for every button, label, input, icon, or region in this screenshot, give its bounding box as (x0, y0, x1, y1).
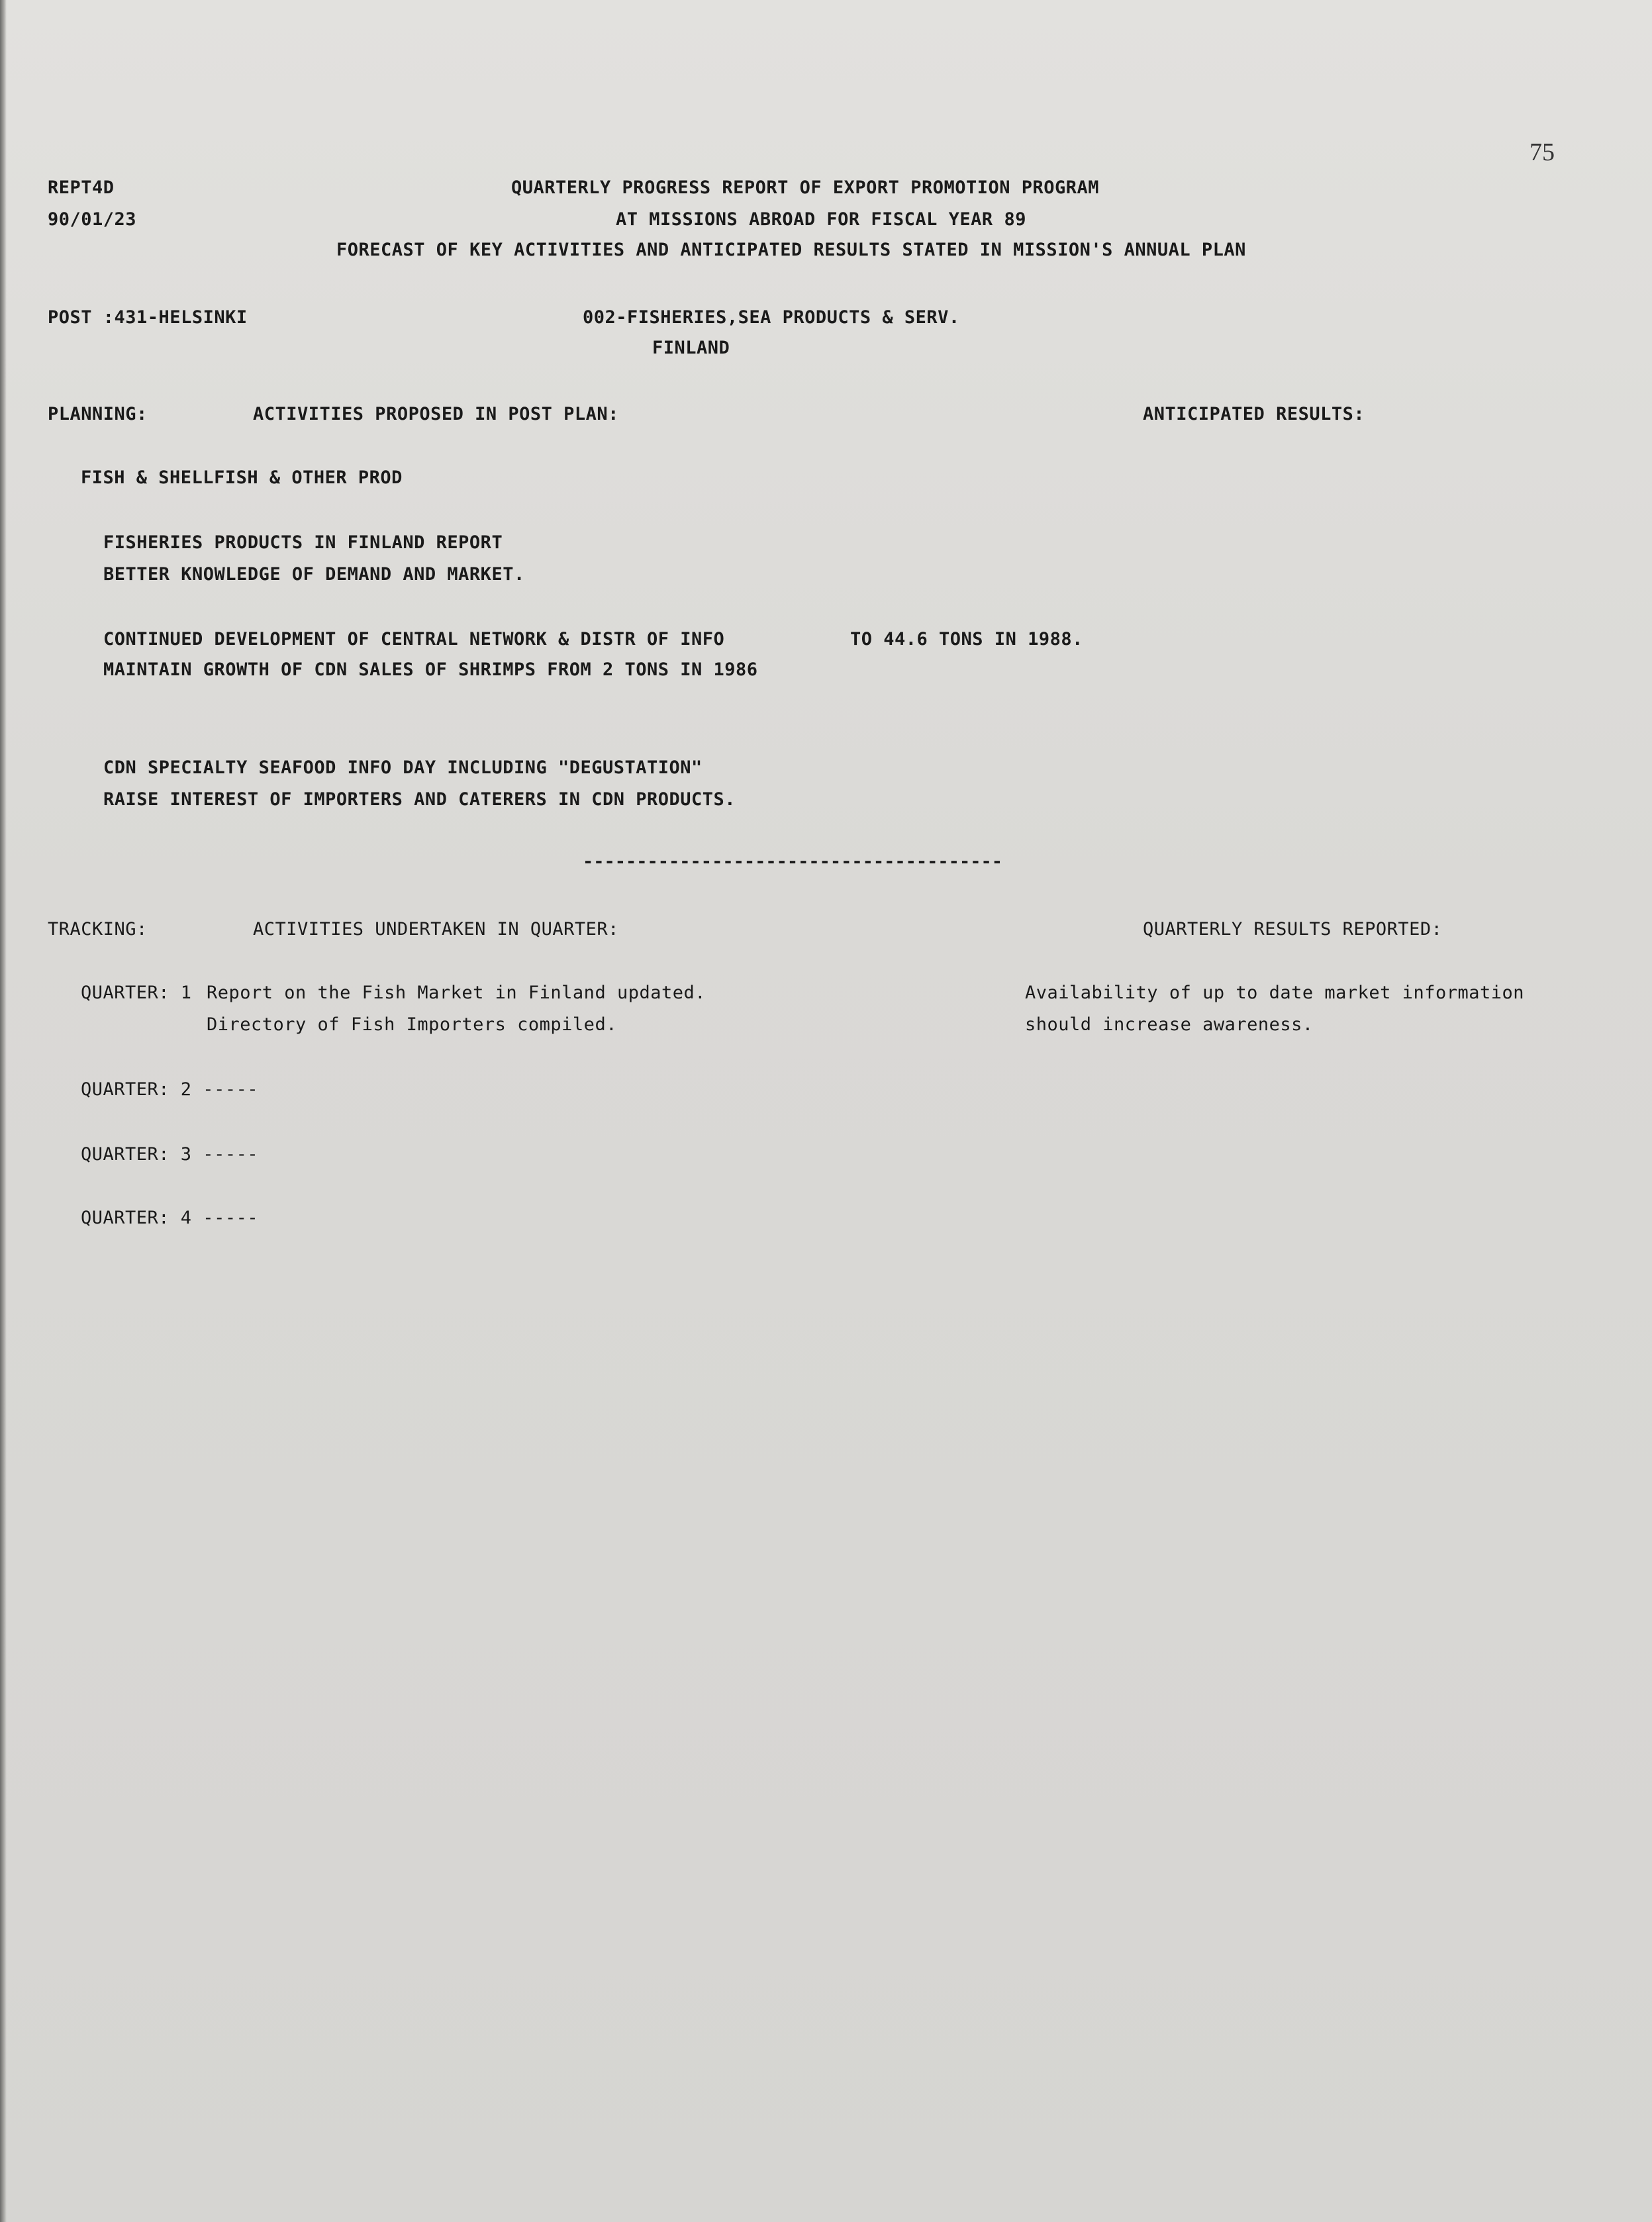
plan-item: CONTINUED DEVELOPMENT OF CENTRAL NETWORK & DISTR OF INFO (103, 629, 725, 650)
tracking-activities-heading: ACTIVITIES UNDERTAKEN IN QUARTER: (253, 919, 619, 940)
quarter-1-activity: Report on the Fish Market in Finland updated. (207, 983, 706, 1003)
quarter-1-result: should increase awareness. (1025, 1014, 1314, 1035)
page-number: 75 (1530, 138, 1555, 166)
plan-item: MAINTAIN GROWTH OF CDN SALES OF SHRIMPS FROM 2 TONS IN 1986 (103, 659, 758, 680)
quarter-1-activity: Directory of Fish Importers compiled. (207, 1014, 617, 1035)
quarter-1-result: Availability of up to date market information (1025, 983, 1524, 1003)
tracking-label: TRACKING: (48, 919, 148, 940)
report-title-line1: QUARTERLY PROGRESS REPORT OF EXPORT PROMOTION PROGRAM (511, 177, 1100, 198)
quarter-2-row: QUARTER: 2 ----- (81, 1079, 259, 1100)
tracking-results-heading: QUARTERLY RESULTS REPORTED: (1143, 919, 1443, 940)
report-id: REPT4D (48, 177, 115, 198)
report-title-line3: FORECAST OF KEY ACTIVITIES AND ANTICIPATED RESULTS STATED IN MISSION'S ANNUAL PLAN (336, 240, 1246, 260)
quarter-4-row: QUARTER: 4 ----- (81, 1208, 259, 1228)
plan-item: CDN SPECIALTY SEAFOOD INFO DAY INCLUDING "DEGUSTATION" (103, 757, 703, 778)
post-label: POST :431-HELSINKI (48, 307, 248, 328)
plan-item: BETTER KNOWLEDGE OF DEMAND AND MARKET. (103, 564, 525, 585)
section-separator: --------------------------------------- (583, 851, 1002, 872)
quarter-3-row: QUARTER: 3 ----- (81, 1144, 259, 1165)
quarter-1-label: QUARTER: 1 (81, 983, 192, 1003)
planning-label: PLANNING: (48, 404, 148, 424)
report-date: 90/01/23 (48, 209, 137, 230)
planning-results-heading: ANTICIPATED RESULTS: (1143, 404, 1365, 424)
sector-label: 002-FISHERIES,SEA PRODUCTS & SERV. (583, 307, 960, 328)
product-heading: FISH & SHELLFISH & OTHER PROD (81, 467, 403, 488)
report-title-line2: AT MISSIONS ABROAD FOR FISCAL YEAR 89 (616, 209, 1026, 230)
country-label: FINLAND (652, 338, 730, 358)
anticipated-result: TO 44.6 TONS IN 1988. (850, 629, 1083, 650)
plan-item: RAISE INTEREST OF IMPORTERS AND CATERERS IN CDN PRODUCTS. (103, 789, 736, 810)
page-edge-shadow (0, 0, 7, 2222)
plan-item: FISHERIES PRODUCTS IN FINLAND REPORT (103, 532, 503, 553)
planning-activities-heading: ACTIVITIES PROPOSED IN POST PLAN: (253, 404, 619, 424)
